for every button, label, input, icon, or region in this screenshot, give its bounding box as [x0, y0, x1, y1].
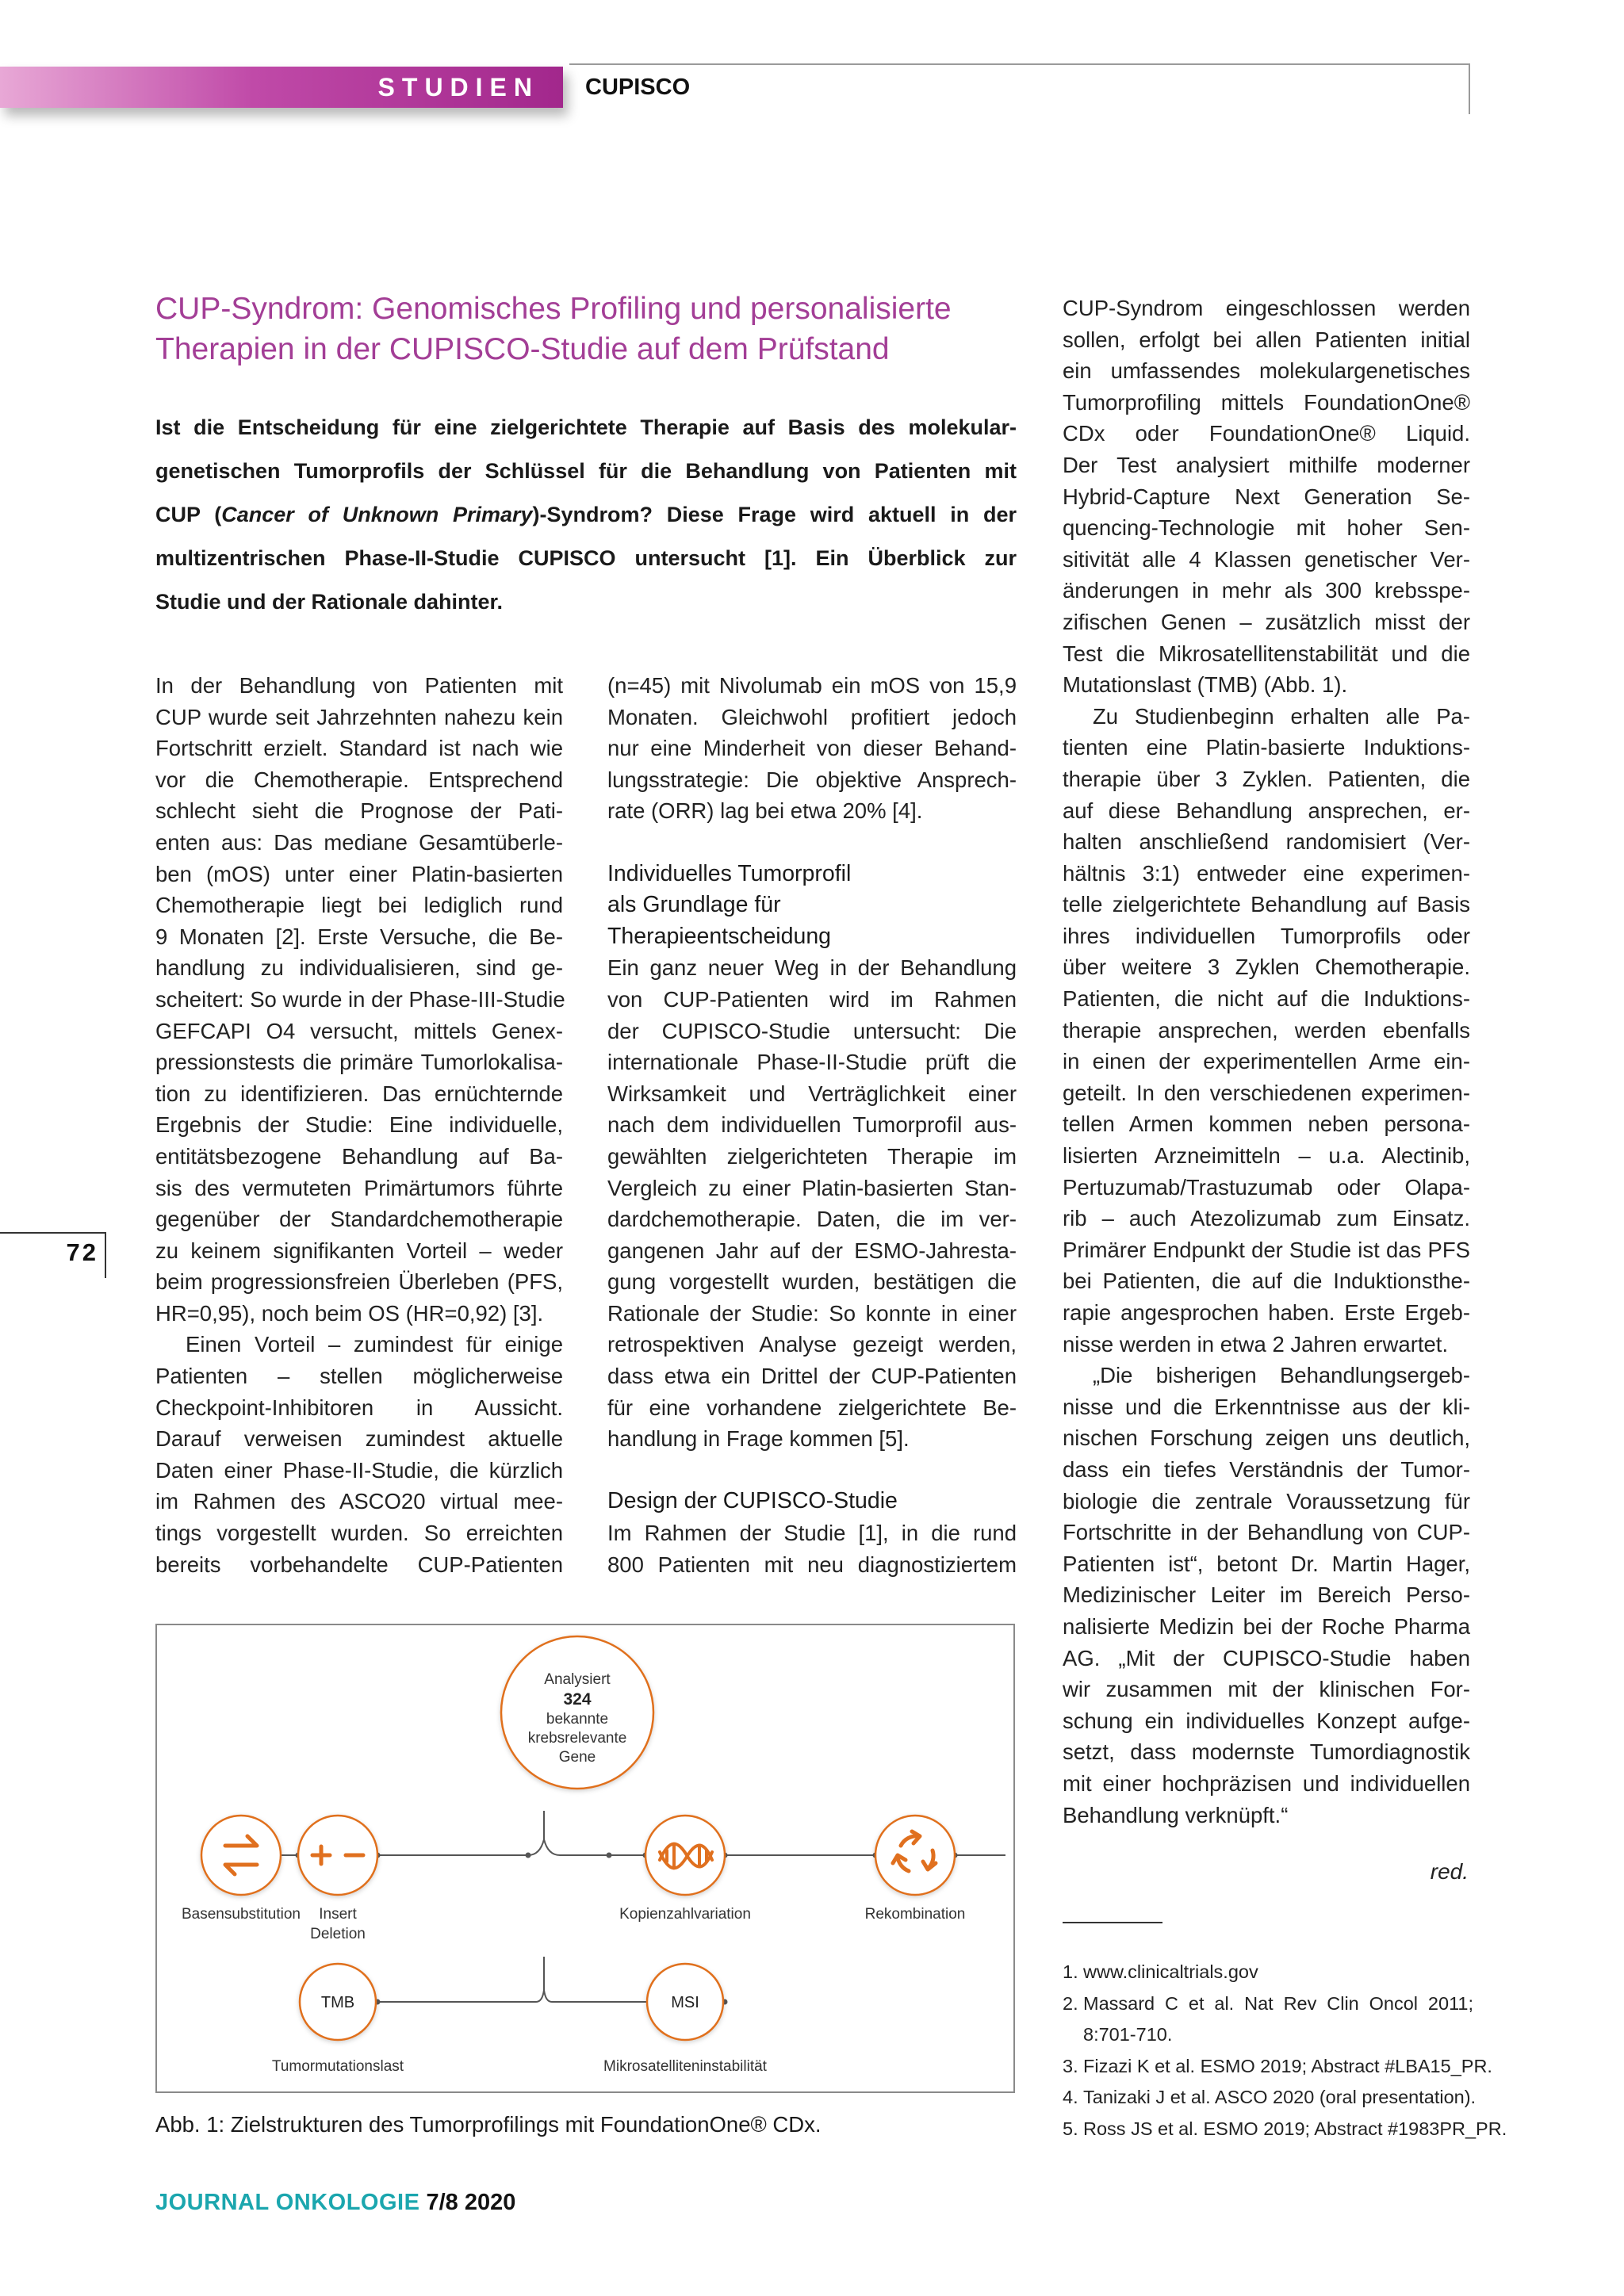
- reference-item: [1063, 2082, 1477, 2114]
- text-line: 9 Monaten [2]. Erste Versuche, die Be-: [155, 924, 563, 949]
- text-line: nischen Forschung zeigen uns deutlich,: [1063, 1425, 1470, 1451]
- text-line: tion zu identifizieren. Das ernüchternde: [155, 1081, 563, 1106]
- text-line: für eine vorhandene zielgerichtete Be-: [607, 1395, 1017, 1420]
- text-line: vor die Chemotherapie. Entsprechend: [155, 767, 563, 792]
- msi-label: MSI: [671, 1994, 699, 2011]
- text-line: schlecht sieht die Prognose der Pati-: [155, 798, 563, 824]
- text-line: Checkpoint-Inhibitoren in Aussicht.: [155, 1395, 563, 1420]
- text-line: sollen, erfolgt bei allen Patienten initial: [1063, 327, 1470, 352]
- text-line: Patienten, die nicht auf die Induktions-: [1063, 986, 1470, 1012]
- center-node-line: krebsrelevante: [527, 1730, 627, 1747]
- reference-text: 8:701-710.: [1083, 2024, 1173, 2045]
- basensubstitution-label: Basensubstitution: [182, 1906, 301, 1923]
- text-line: bereits vorbehandelte CUP-Patienten: [155, 1552, 563, 1577]
- text-line: lisierten Arzneimitteln – u.a. Alectinib,: [1063, 1143, 1470, 1169]
- text-line: gewählten zielgerichteten Therapie im: [607, 1143, 1017, 1169]
- reference-item: [1063, 2019, 1473, 2051]
- reference-number: 3.: [1063, 2055, 1078, 2076]
- page-number-rule-vertical: [105, 1232, 106, 1278]
- text-line: Wirksamkeit und Verträglichkeit einer: [607, 1081, 1017, 1106]
- page-number-rule: [0, 1232, 106, 1234]
- text-line: Fortschritte in der Behandlung von CUP-: [1063, 1520, 1470, 1545]
- reference-text: Tanizaki J et al. ASCO 2020 (oral presentation).: [1083, 2087, 1477, 2108]
- msi-full-label: Mikrosatelliteninstabilität: [603, 2058, 767, 2075]
- section-label: STUDIEN: [377, 73, 539, 101]
- text-line: zifischen Genen – zusätzlich misst der: [1063, 609, 1470, 634]
- text-line: nur eine Minderheit von dieser Behand-: [607, 736, 1017, 761]
- genomic-targets-diagram: [157, 1625, 1017, 2095]
- connector-line: [536, 1957, 544, 2002]
- header-rule: [569, 63, 1470, 65]
- title-line: CUP-Syndrom: Genomisches Profiling und personalisierte: [155, 292, 952, 326]
- text-line: Einen Vorteil – zumindest für einige: [186, 1332, 563, 1357]
- text-line: geteilt. In den verschiedenen experimen-: [1063, 1080, 1470, 1105]
- connector-line: [528, 1811, 544, 1855]
- text-line: Mutationslast (TMB) (Abb. 1).: [1063, 672, 1348, 698]
- text-line: ben (mOS) unter einer Platin-basierten: [155, 861, 563, 886]
- section-heading: Therapieentscheidung: [607, 923, 832, 949]
- author-signature: red.: [1430, 1859, 1469, 1884]
- text-line: bei Patienten, die auf die Induktionsthe-: [1063, 1269, 1470, 1294]
- text-line: lungsstrategie: Die objektive Ansprech-: [607, 767, 1017, 792]
- text-line: handlung in Frage kommen [5].: [607, 1426, 910, 1452]
- reference-text: Massard C et al. Nat Rev Clin Oncol 2011;: [1083, 1992, 1473, 2014]
- text-line: nalisierte Medizin bei der Roche Pharma: [1063, 1613, 1470, 1639]
- reference-number: 2.: [1063, 1992, 1078, 2014]
- rekombination-label: Rekombination: [864, 1906, 966, 1923]
- body-column-3: [1063, 293, 1470, 1831]
- text-line: Chemotherapie liegt bei lediglich rund: [155, 893, 563, 918]
- text-line: CUP-Syndrom eingeschlossen werden: [1063, 296, 1470, 320]
- text-line: pressionstests die primäre Tumorlokalisa-: [155, 1050, 563, 1075]
- page-number: 72: [66, 1238, 98, 1266]
- text-line: Darauf verweisen zumindest aktuelle: [155, 1426, 563, 1452]
- text-line: HR=0,95), noch beim OS (HR=0,92) [3].: [155, 1300, 544, 1326]
- text-line: dass etwa ein Drittel der CUP-Patienten: [607, 1364, 1017, 1389]
- paragraph-gap: [607, 1455, 1017, 1487]
- text-line: Behandlung verknüpft.“: [1063, 1802, 1289, 1827]
- reference-text: www.clinicaltrials.gov: [1083, 1961, 1258, 1982]
- text-line: nisse und die Erkenntnisse aus der kli-: [1063, 1394, 1470, 1419]
- node-insert-deletion: [298, 1816, 377, 1895]
- text-line: beim progressionsfreien Überleben (PFS,: [155, 1269, 563, 1295]
- header-rule-right: [1469, 63, 1470, 114]
- body-column-1: [155, 670, 563, 1580]
- text-line: hältnis 3:1) entweder eine experimen-: [1063, 860, 1470, 886]
- text-line: In der Behandlung von Patienten mit: [155, 673, 563, 698]
- text-line: dass ein tiefes Verständnis der Tumor-: [1063, 1456, 1470, 1482]
- article-lead: [155, 406, 1017, 624]
- text-line: CDx oder FoundationOne® Liquid.: [1063, 421, 1470, 446]
- text-line: sitivität alle 4 Klassen genetischer Ver-: [1063, 546, 1470, 572]
- text-line: zu keinem signifikanten Vorteil – weder: [155, 1238, 563, 1263]
- kopienzahl-label: Kopienzahlvariation: [619, 1906, 751, 1923]
- references-list: [1063, 1957, 1507, 2145]
- text-line: biologie die zentrale Voraussetzung für: [1063, 1488, 1470, 1513]
- text-line: ein umfassendes molekulargenetisches: [1063, 358, 1470, 384]
- text-line: der CUPISCO-Studie untersucht: Die: [607, 1018, 1017, 1043]
- lead-line: CUP (Cancer of Unknown Primary)-Syndrom? Diese Frage wird aktuell in der: [155, 503, 1017, 526]
- text-line: entitätsbezogene Behandlung auf Ba-: [155, 1143, 563, 1169]
- journal-issue: 7/8 2020: [426, 2190, 516, 2215]
- text-line: nach dem individuellen Tumorprofil aus-: [607, 1112, 1017, 1138]
- reference-number: 1.: [1063, 1961, 1078, 1982]
- text-line: Medizinischer Leiter im Bereich Perso-: [1063, 1582, 1470, 1608]
- body-column-2: [607, 670, 1017, 1580]
- section-band: [0, 67, 563, 108]
- deletion-label: Deletion: [310, 1926, 366, 1942]
- text-line: gangenen Jahr auf der ESMO-Jahresta-: [607, 1238, 1017, 1263]
- section-heading: Individuelles Tumorprofil: [607, 860, 852, 886]
- text-line: handlung zu individualisieren, sind ge-: [155, 955, 563, 981]
- text-line: halten anschließend randomisiert (Ver-: [1063, 829, 1470, 855]
- text-line: Primärer Endpunkt der Studie ist das PFS: [1063, 1237, 1470, 1262]
- reference-item: [1063, 2114, 1507, 2145]
- lead-line: genetischen Tumorprofils der Schlüssel für die Behandlung von Patienten mit: [155, 459, 1017, 483]
- text-line: Im Rahmen der Studie [1], in die rund: [607, 1521, 1017, 1546]
- text-line: rib – auch Atezolizumab zum Einsatz.: [1063, 1206, 1470, 1231]
- text-line: „Die bisherigen Behandlungsergeb-: [1093, 1363, 1470, 1388]
- connector-line: [544, 1990, 552, 2002]
- paragraph-gap: [607, 827, 1017, 859]
- lead-line: multizentrischen Phase-II-Studie CUPISCO untersucht [1]. Ein Überblick zur: [155, 546, 1017, 570]
- text-line: Vergleich zu einer Platin-basierten Stan-: [607, 1175, 1017, 1200]
- text-line: rate (ORR) lag bei etwa 20% [4].: [607, 798, 923, 824]
- connector-line: [544, 1839, 560, 1855]
- reference-item: [1063, 1957, 1473, 1988]
- reference-text: Fizazi K et al. ESMO 2019; Abstract #LBA15_PR.: [1083, 2055, 1492, 2076]
- text-line: gegenüber der Standardchemotherapie: [155, 1207, 563, 1232]
- text-line: Ein ganz neuer Weg in der Behandlung: [607, 955, 1017, 981]
- center-node-line: bekannte: [546, 1711, 609, 1728]
- text-line: Der Test analysiert mithilfe moderner: [1063, 452, 1470, 477]
- text-line: (n=45) mit Nivolumab ein mOS von 15,9: [607, 673, 1017, 698]
- reference-item: [1063, 1988, 1473, 2020]
- text-line: telle zielgerichtete Behandlung auf Basis: [1063, 892, 1470, 917]
- figure-diagram: [155, 1624, 1015, 2093]
- text-line: über weitere 3 Zyklen Chemotherapie.: [1063, 955, 1470, 980]
- text-line: auf diese Behandlung ansprechen, er-: [1063, 798, 1470, 823]
- references-rule: [1063, 1922, 1162, 1923]
- center-node-line: Analysiert: [544, 1671, 611, 1688]
- text-line: Hybrid-Capture Next Generation Se-: [1063, 484, 1470, 509]
- text-line: Rationale der Studie: So konnte in einer: [607, 1300, 1017, 1326]
- node-basensubstitution: [201, 1816, 281, 1895]
- figure-caption: Abb. 1: Zielstrukturen des Tumorprofilings mit FoundationOne® CDx.: [155, 2112, 822, 2137]
- text-line: im Rahmen des ASCO20 virtual mee-: [155, 1489, 563, 1514]
- article-title: [155, 289, 1036, 369]
- text-line: tienten eine Platin-basierte Induktions-: [1063, 735, 1470, 760]
- text-line: CUP wurde seit Jahrzehnten nahezu kein: [155, 704, 563, 729]
- node-rekombination: [875, 1816, 955, 1895]
- text-line: wir zusammen mit der klinischen For-: [1063, 1677, 1470, 1702]
- journal-name: JOURNAL ONKOLOGIE: [155, 2190, 420, 2215]
- text-line: Monaten. Gleichwohl profitiert jedoch: [607, 704, 1017, 729]
- text-line: retrospektiven Analyse gezeigt werden,: [607, 1332, 1017, 1357]
- reference-text: Ross JS et al. ESMO 2019; Abstract #1983PR_PR.: [1083, 2118, 1507, 2139]
- section-heading: als Grundlage für: [607, 892, 781, 918]
- text-line: tellen Armen kommen neben persona-: [1063, 1112, 1470, 1137]
- text-line: Patienten – stellen möglicherweise: [155, 1364, 563, 1389]
- center-node-count: 324: [563, 1690, 592, 1709]
- reference-number: 5.: [1063, 2118, 1078, 2139]
- text-line: scheitert: So wurde in der Phase-III-Studie: [155, 986, 565, 1012]
- text-line: tings vorgestellt wurden. So erreichten: [155, 1521, 563, 1546]
- text-line: sis des vermuteten Primärtumors führte: [155, 1175, 563, 1200]
- text-line: therapie über 3 Zyklen. Patienten, die: [1063, 766, 1470, 791]
- text-line: Pertuzumab/Trastuzumab oder Olapa-: [1063, 1174, 1470, 1200]
- text-line: AG. „Mit der CUPISCO-Studie haben: [1063, 1645, 1470, 1670]
- text-line: von CUP-Patienten wird im Rahmen: [607, 986, 1017, 1012]
- title-line: Therapien in der CUPISCO-Studie auf dem Prüfstand: [155, 332, 890, 366]
- text-line: GEFCAPI O4 versucht, mittels Genex-: [155, 1018, 563, 1043]
- text-line: mit einer hochpräzisen und individuellen: [1063, 1770, 1470, 1796]
- text-line: quencing-Technologie mit hoher Sen-: [1063, 515, 1470, 541]
- text-line: setzt, dass modernste Tumordiagnostik: [1063, 1739, 1470, 1765]
- tmb-label: TMB: [320, 1994, 355, 2011]
- text-line: enten aus: Das mediane Gesamtüberle-: [155, 829, 563, 855]
- text-line: nisse werden in etwa 2 Jahren erwartet.: [1063, 1331, 1449, 1357]
- text-line: ihres individuellen Tumorprofils oder: [1063, 923, 1470, 948]
- lead-line: Ist die Entscheidung für eine zielgerichtete Therapie auf Basis des molekular-: [155, 415, 1017, 439]
- reference-item: [1063, 2051, 1492, 2083]
- text-line: in einen der experimentellen Arme ein-: [1063, 1049, 1470, 1074]
- insert-label: Insert: [319, 1906, 357, 1923]
- reference-number: 4.: [1063, 2087, 1078, 2108]
- text-line: änderungen in mehr als 300 krebsspe-: [1063, 578, 1470, 603]
- center-node-line: Gene: [558, 1749, 596, 1766]
- text-line: rapie angesprochen haben. Erste Ergeb-: [1063, 1300, 1470, 1325]
- lead-line: Studie und der Rationale dahinter.: [155, 590, 504, 614]
- text-line: Patienten ist“, betont Dr. Martin Hager,: [1063, 1551, 1470, 1576]
- section-heading: Design der CUPISCO-Studie: [607, 1488, 898, 1514]
- text-line: gung vorgestellt wurden, bestätigen die: [607, 1269, 1017, 1295]
- text-line: Fortschritt erzielt. Standard ist nach wie: [155, 736, 563, 761]
- text-line: 800 Patienten mit neu diagnostiziertem: [607, 1552, 1017, 1577]
- text-line: Test die Mikrosatellitenstabilität und die: [1063, 641, 1470, 666]
- text-line: therapie ansprechen, werden ebenfalls: [1063, 1017, 1470, 1043]
- text-line: Zu Studienbeginn erhalten alle Pa-: [1093, 703, 1470, 729]
- reference-number: [1063, 2019, 1083, 2051]
- text-line: schung ein individuelles Konzept aufge-: [1063, 1708, 1470, 1733]
- text-line: Tumorprofiling mittels FoundationOne®: [1063, 389, 1470, 415]
- text-line: Ergebnis der Studie: Eine individuelle,: [155, 1112, 563, 1138]
- text-line: internationale Phase-II-Studie prüft die: [607, 1050, 1017, 1075]
- text-line: dardchemotherapie. Daten, die im ver-: [607, 1207, 1017, 1232]
- header-section-title: CUPISCO: [585, 75, 691, 100]
- tmb-full-label: Tumormutationslast: [271, 2058, 404, 2075]
- journal-footer: [155, 2190, 515, 2216]
- text-line: Daten einer Phase-II-Studie, die kürzlich: [155, 1457, 563, 1483]
